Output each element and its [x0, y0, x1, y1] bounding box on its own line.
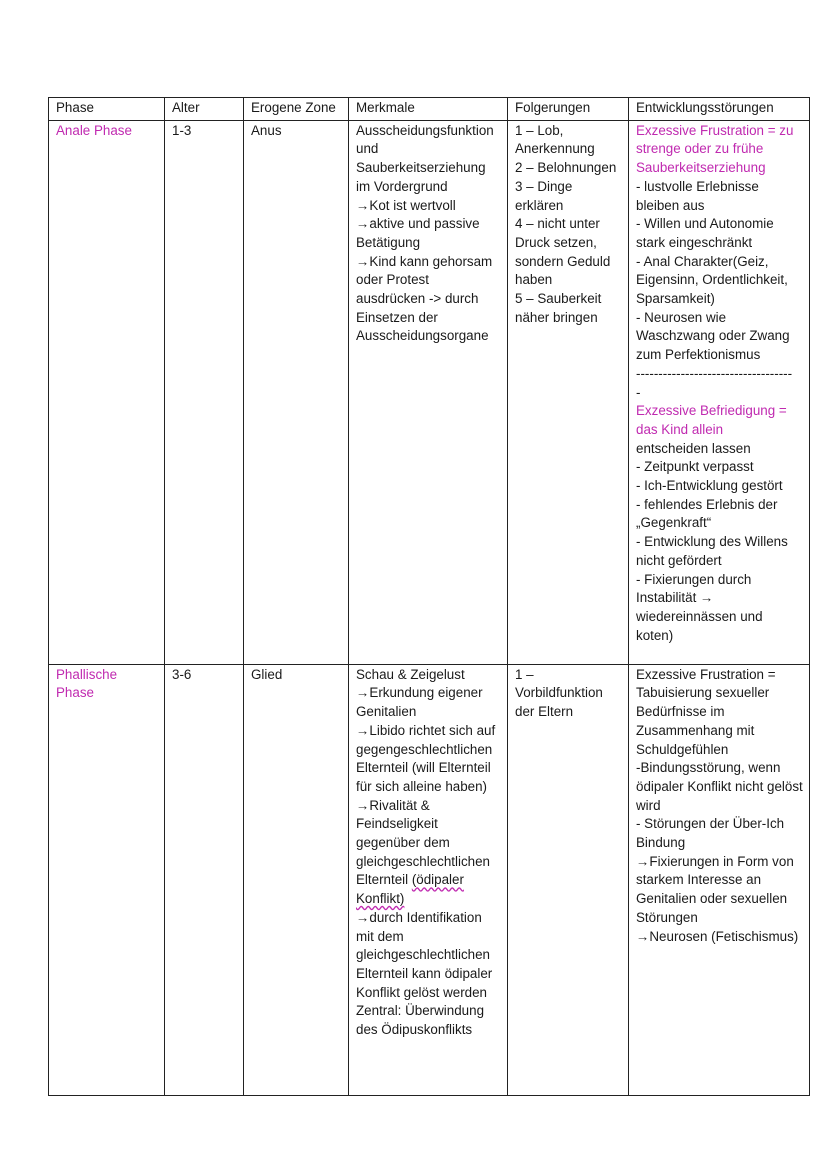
anal-folgerung: 3 – Dinge erklären — [515, 178, 573, 213]
anal-folgerung: 4 – nicht unter Druck setzen, sondern Geduld haben — [515, 216, 611, 288]
phallic-rivalry — [356, 797, 501, 909]
phallic-merkmal: Zentral: Überwindung des Ödipuskonflikts — [356, 1003, 485, 1038]
anal-folgerungen — [508, 120, 629, 664]
header-merkmale: Merkmale — [349, 98, 508, 121]
table-row-anal — [49, 120, 810, 664]
phallic-merkmal: →Erkundung eigener Genitalien — [356, 685, 483, 720]
anal-merkmal: →aktive und passive Betätigung — [356, 216, 480, 250]
anal-folgerung: 2 – Belohnungen — [515, 160, 617, 176]
anal-frustration-item: - Neurosen wie Waschzwang oder Zwang zum Perfektionismus — [636, 309, 790, 363]
header-erogene-zone: Erogene Zone — [244, 98, 349, 121]
phallic-stoerung: →Fixierungen in Form von starkem Interesse an Genitalien oder sexuellen Störungen — [636, 853, 794, 925]
anal-merkmal: Ausscheidungsfunktion und Sauberkeitserziehung im Vordergrund — [356, 122, 494, 194]
anal-merkmal: →Kind kann gehorsam oder Protest ausdrücken -> durch Einsetzen der Ausscheidungsorgane — [356, 253, 493, 344]
anal-alter: 1-3 — [165, 120, 244, 664]
phallic-stoerung: - Störungen der Über-Ich Bindung — [636, 816, 785, 851]
phallic-folgerungen — [508, 664, 629, 1095]
phallic-stoerung: →Neurosen (Fetischismus) — [636, 928, 799, 944]
phallic-merkmale — [349, 664, 508, 1095]
oedipal-conflict-term: (ödipaler Konflikt) — [356, 872, 464, 907]
rivalry-text: →Rivalität & Feindseligkeit gegenüber dem gleichgeschlechtlichen Elternteil — [356, 797, 490, 888]
anal-befriedigung-item: - Ich-Entwicklung gestört — [636, 478, 783, 494]
anal-befriedigung-item: - Fixierungen durch Instabilität → wiedereinnässen und koten) — [636, 571, 763, 643]
anal-befriedigung-item: - Zeitpunkt verpasst — [636, 459, 754, 475]
dashed-separator-tail: - — [636, 384, 641, 400]
header-phase: Phase — [49, 98, 165, 121]
phallic-phase-name: Phallische Phase — [49, 664, 165, 1095]
anal-folgerung: 5 – Sauberkeit näher bringen — [515, 291, 602, 325]
phallic-stoerung: -Bindungsstörung, wenn ödipaler Konflikt nicht gelöst wird — [636, 760, 803, 813]
phallic-folgerung: 1 – Vorbildfunktion der Eltern — [515, 666, 603, 720]
header-alter: Alter — [165, 98, 244, 121]
anal-merkmal: →Kot ist wertvoll — [356, 197, 456, 213]
anal-frustration-item: - Willen und Autonomie stark eingeschränkt — [636, 216, 774, 250]
anal-folgerung: 1 – Lob, Anerkennung — [515, 122, 595, 157]
phallic-stoerung: Exzessive Frustration = Tabuisierung sexueller Bedürfnisse im Zusammenhang mit Schuldgefühlen — [636, 666, 776, 757]
phases-table — [48, 97, 810, 1096]
anal-merkmale — [349, 120, 508, 664]
anal-frustration-item: - lustvolle Erlebnisse bleiben aus — [636, 178, 759, 213]
anal-zone: Anus — [244, 120, 349, 664]
anal-frustration-heading: Exzessive Frustration = zu strenge oder zu frühe Sauberkeitserziehung — [636, 122, 794, 176]
header-row — [49, 98, 810, 121]
header-folgerungen: Folgerungen — [508, 98, 629, 121]
phallic-zone: Glied — [244, 664, 349, 1095]
anal-frustration-item: - Anal Charakter(Geiz, Eigensinn, Ordentlichkeit, Sparsamkeit) — [636, 253, 788, 307]
anal-befriedigung-item: entscheiden lassen — [636, 440, 751, 456]
phallic-alter: 3-6 — [165, 664, 244, 1095]
anal-befriedigung-item: - Entwicklung des Willens nicht gefördert — [636, 534, 788, 568]
dashed-separator: ----------------------------------- — [636, 365, 793, 381]
anal-befriedigung-heading: Exzessive Befriedigung = das Kind allein — [636, 403, 787, 437]
anal-phase-name: Anale Phase — [49, 120, 165, 664]
phallic-merkmal: Schau & Zeigelust — [356, 666, 465, 682]
phallic-merkmal: →durch Identifikation mit dem gleichgeschlechtlichen Elternteil kann ödipaler Konflikt gelöst werden — [356, 909, 493, 1000]
table-row-phallic — [49, 664, 810, 1095]
header-entwicklungsstoerungen: Entwicklungsstörungen — [629, 98, 810, 121]
phallic-stoerungen — [629, 664, 810, 1095]
phallic-merkmal: →Libido richtet sich auf gegengeschlechtlichen Elternteil (will Elternteil für sich alleine haben) — [356, 722, 496, 794]
anal-befriedigung-item: - fehlendes Erlebnis der „Gegenkraft“ — [636, 496, 778, 531]
anal-stoerungen — [629, 120, 810, 664]
